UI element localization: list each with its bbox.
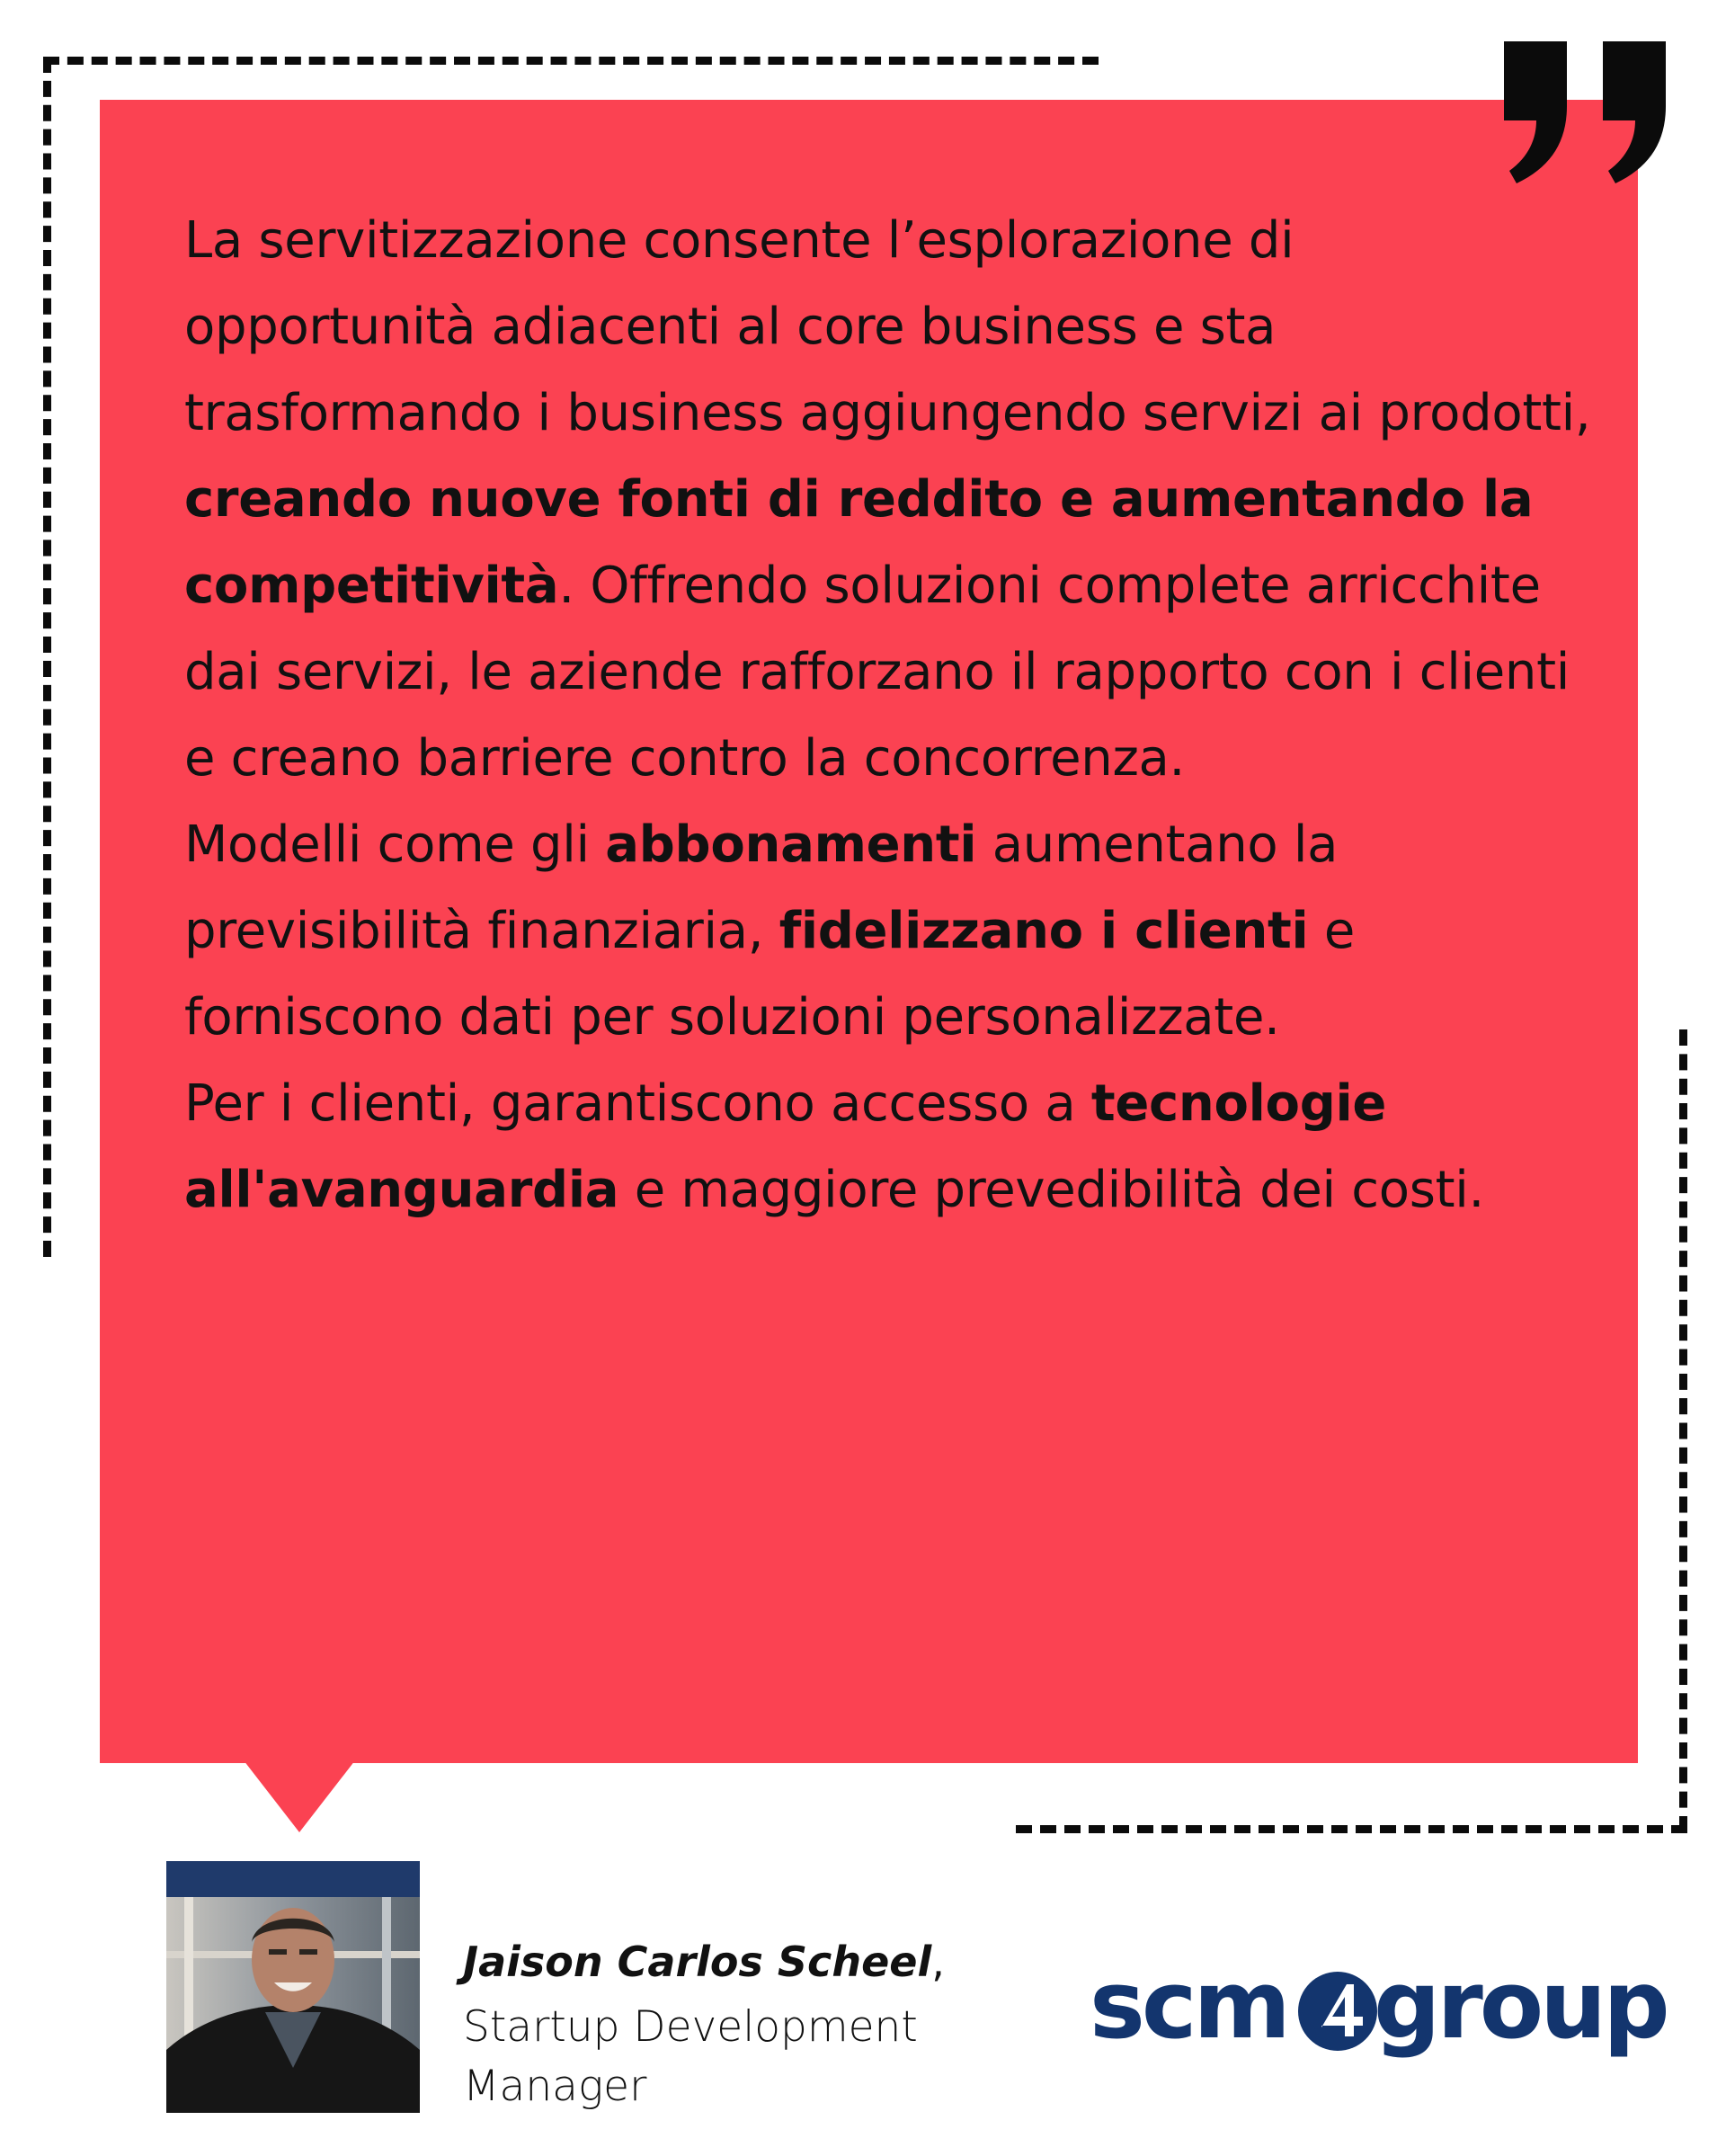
- quote-text: [184, 198, 1596, 1234]
- quote-highlight: fidelizzano i clienti: [778, 902, 1309, 960]
- quote-highlight: abbonamenti: [605, 815, 977, 874]
- scm-group-logo-icon: [1294, 1964, 1381, 2054]
- frame-top-dashes: [43, 57, 1099, 65]
- author-role: Startup Development Manager: [463, 2002, 918, 2111]
- closing-quote-icon: [1497, 41, 1677, 185]
- quote-segment: aumentano la previsibilità finanziaria,: [184, 815, 1339, 960]
- author-name: Jaison Carlos Scheel,: [463, 1938, 945, 1986]
- frame-left-dashes: [43, 57, 51, 1257]
- quote-segment: . Offrendo soluzioni complete arricchite dai servizi, le aziende rafforzano il rapporto con i clienti e creano barriere contro la concorrenza. Modelli come gli: [184, 557, 1570, 874]
- quote-segment: e maggiore prevedibilità dei costi.: [618, 1161, 1484, 1219]
- author-avatar: [166, 1861, 420, 2113]
- logo-text-scm: scm: [1090, 1950, 1287, 2060]
- frame-bottom-dashes: [1016, 1825, 1687, 1833]
- quote-segment: e forniscono dati per soluzioni personalizzate. Per i clienti, garantiscono accesso a: [184, 902, 1356, 1133]
- quote-box-tail: [244, 1760, 355, 1832]
- quote-highlight: creando nuove fonti di reddito e aumentando la competitività: [184, 470, 1534, 615]
- logo-text-group: group: [1374, 1950, 1667, 2060]
- quote-highlight: tecnologie all'avanguardia: [184, 1074, 1387, 1219]
- frame-right-dashes: [1679, 1029, 1687, 1832]
- quote-segment: La servitizzazione consente l’esplorazione di opportunità adiacenti al core business e sta trasformando i business aggiungendo servizi ai prodotti,: [184, 211, 1591, 442]
- scm-group-logo: [1090, 1950, 1667, 2063]
